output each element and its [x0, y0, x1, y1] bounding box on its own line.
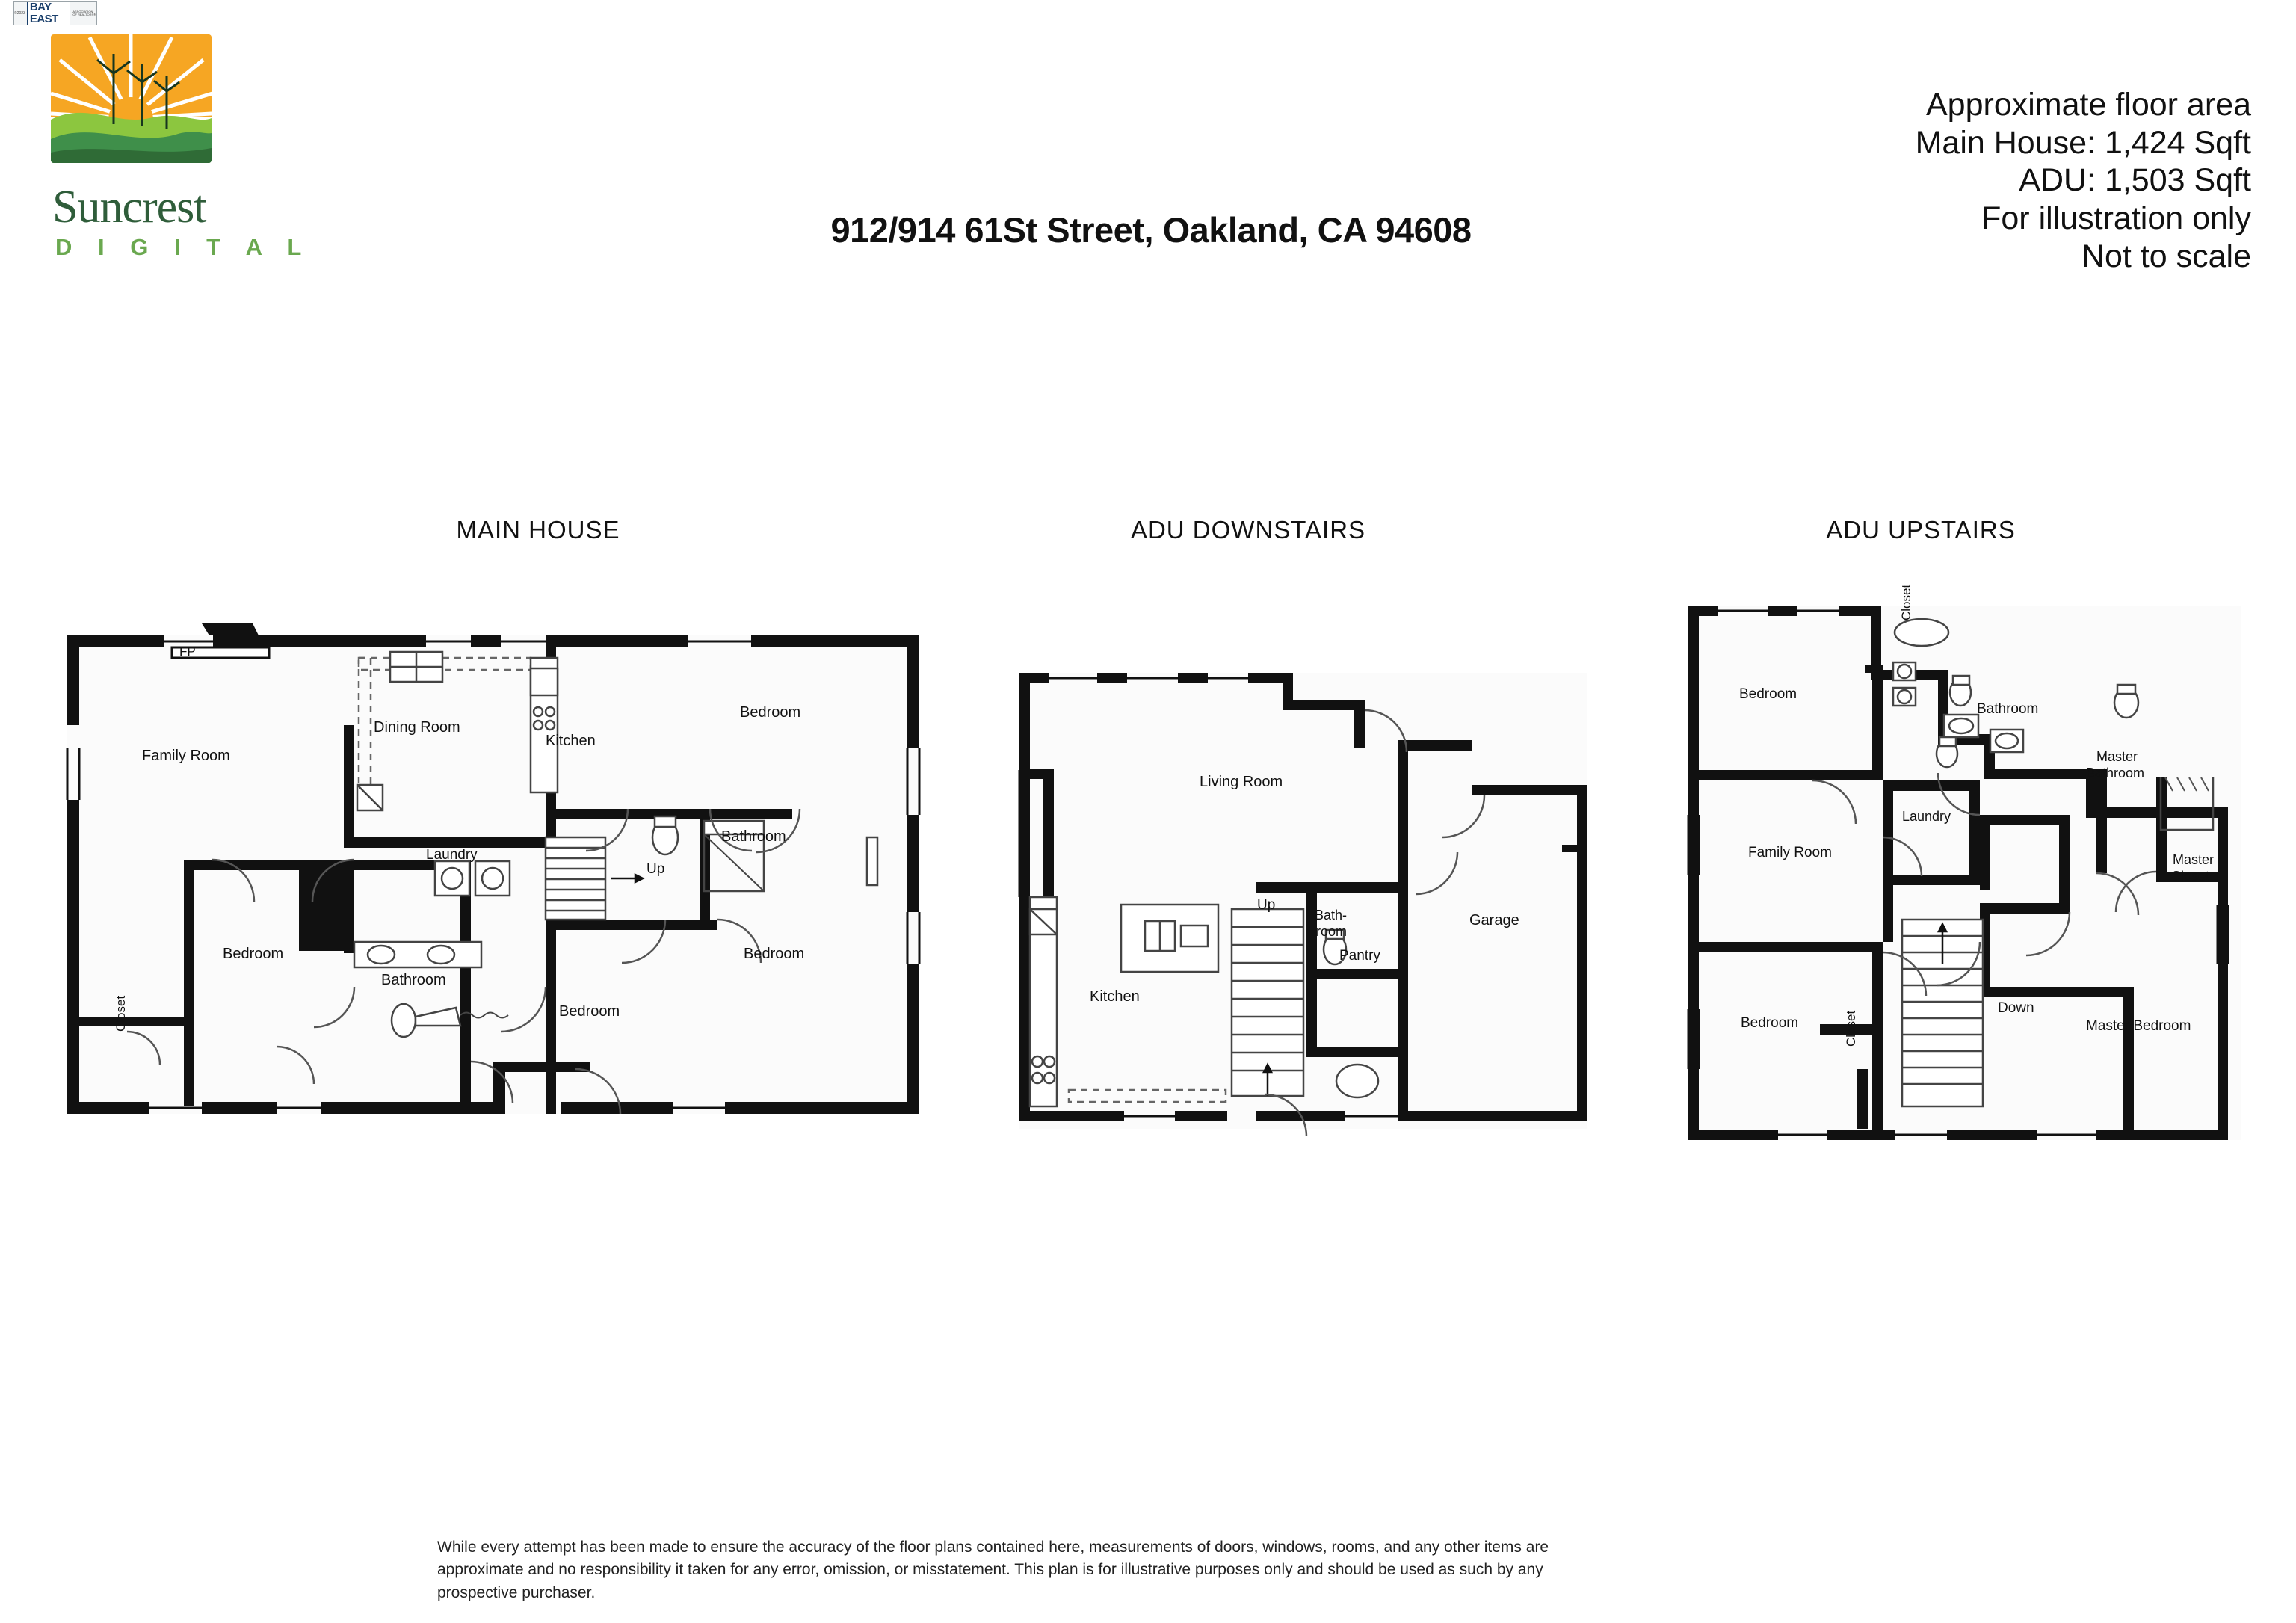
area-line-4: For illustration only — [1981, 200, 2251, 237]
mls-logo-badge — [13, 1, 97, 25]
room-label: Bedroom — [1739, 686, 1797, 702]
disclaimer-text: While every attempt has been made to ensure the accuracy of the floor plans contained here, measurements of doors, windows, rooms, and any other items are approximate and no responsibility it taken for any error, omission, or misstatement. This plan is for illustrative purposes only and should be used as such by any prospective purchaser. — [437, 1539, 1549, 1601]
room-label: Bathroom — [721, 828, 786, 845]
room-label: Bath- — [1315, 908, 1348, 923]
room-label: Kitchen — [546, 733, 596, 749]
room-label: Laundry — [426, 847, 478, 863]
room-label: Master — [2173, 852, 2215, 867]
area-line-2: Main House: 1,424 Sqft — [1915, 124, 2251, 161]
room-label: Closet — [1899, 584, 1913, 620]
room-label: Bedroom — [223, 946, 284, 962]
room-label: Master Bedroom — [2086, 1018, 2191, 1034]
room-label: Pantry — [1339, 948, 1380, 964]
room-label: Bathroom — [2086, 766, 2145, 780]
logo-tagline: D I G I T A L — [55, 234, 312, 260]
mls-name: BAY EAST — [27, 1, 71, 25]
room-label: Down — [1998, 1000, 2034, 1016]
room-label: FP — [179, 644, 196, 659]
page-title: 912/914 61St Street, Oakland, CA 94608 — [830, 210, 1472, 250]
room-label: Closet — [1844, 1010, 1858, 1047]
floor-area-summary — [1916, 86, 2251, 276]
room-label: Bedroom — [744, 946, 805, 962]
room-label: Kitchen — [1090, 988, 1140, 1005]
room-label: Living Room — [1200, 774, 1283, 790]
floorplan-main-house — [52, 613, 934, 1151]
room-label: Up — [646, 861, 665, 877]
area-line-3: ADU: 1,503 Sqft — [2019, 162, 2251, 199]
mls-subtitle: ASSOCIATION OF REALTORS® — [72, 9, 96, 16]
mls-copyright: ©2023 — [14, 10, 25, 16]
floorplan-adu-downstairs — [1009, 658, 1607, 1151]
plan-title-adu-upstairs: ADU UPSTAIRS — [1826, 516, 2016, 543]
room-label: Up — [1257, 897, 1276, 913]
room-label: Garage — [1469, 912, 1519, 928]
room-label: Bathroom — [1977, 701, 2039, 717]
sunrise-hills-icon — [45, 30, 224, 179]
area-line-5: Not to scale — [2081, 238, 2251, 274]
floorplan-adu-upstairs — [1678, 584, 2261, 1159]
area-line-1: Approximate floor area — [1926, 87, 2251, 123]
room-label: Bathroom — [381, 972, 446, 988]
room-label: Dining Room — [374, 719, 460, 736]
room-label: Bedroom — [740, 704, 801, 721]
logo-company-name: Suncrest — [52, 182, 206, 232]
plan-title-adu-downstairs: ADU DOWNSTAIRS — [1130, 516, 1366, 543]
plan-title-main-house: MAIN HOUSE — [456, 516, 620, 543]
room-label: Family Room — [142, 748, 230, 764]
room-label: Master — [2096, 749, 2138, 764]
room-label: Laundry — [1902, 809, 1951, 824]
room-label: room — [1316, 924, 1348, 939]
room-label: Family Room — [1748, 845, 1832, 860]
room-label: Closet — [2171, 869, 2210, 884]
room-label: Bedroom — [559, 1003, 620, 1020]
company-logo — [45, 30, 359, 261]
room-label: Closet — [114, 995, 128, 1032]
room-label: Bedroom — [1741, 1015, 1799, 1031]
